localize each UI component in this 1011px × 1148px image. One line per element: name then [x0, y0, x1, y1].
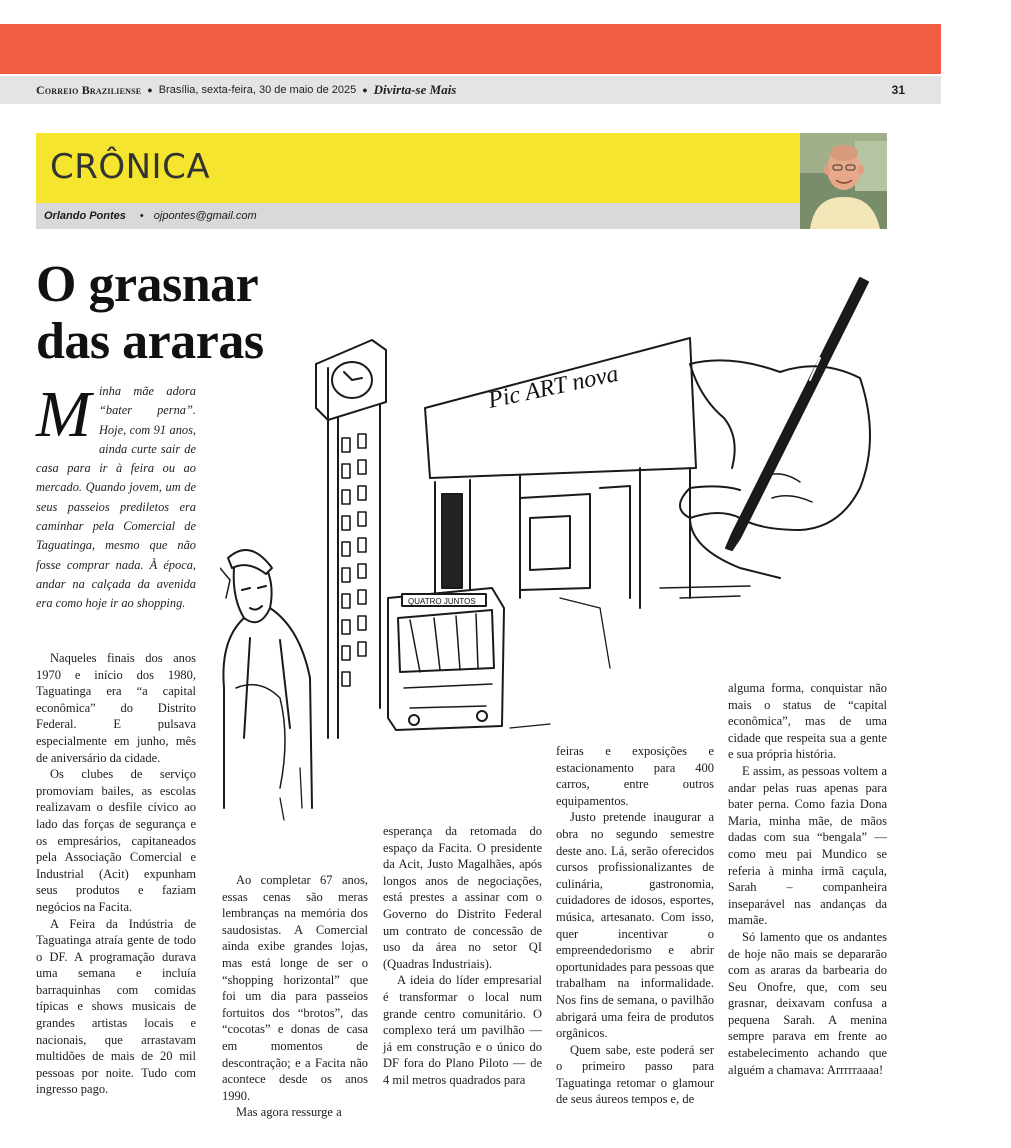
article-column-3 — [383, 823, 542, 1089]
article-paragraph: Justo pretende inaugurar a obra no segundo semestre deste ano. Lá, serão oferecidos cursos profissionalizantes de culinária, gastronomia, cuidadores de idosos, esportes, música, artesanato. Com isso, quer incentivar o empreendedorismo e abrir oportunidades para pessoas que trabalham na informalidade. Nos fins de semana, o pavilhão abrigará uma feira de produtos orgânicos. — [556, 810, 714, 1041]
clock-tower — [316, 340, 386, 738]
bus-drawing — [388, 588, 504, 730]
article-column-4 — [556, 743, 714, 1108]
author-email: ojpontes@gmail.com — [153, 210, 257, 222]
bullet-icon: ● — [147, 85, 153, 95]
article-headline: O grasnar das araras — [36, 256, 264, 370]
folio-bar — [0, 76, 941, 104]
article-paragraph: E assim, as pessoas voltem a andar pelas ruas apenas para bater perna. Como fazia Dona Maria, minha mãe, de mãos dadas com sua “bengala” — como meu pai Mundico se referia à minha irmã caçula, Sarah – companheira inseparável nas andanças da mamãe. — [728, 763, 887, 928]
column-header — [36, 133, 887, 229]
dateline: Brasília, sexta-feira, 30 de maio de 2025 — [158, 84, 357, 96]
article-paragraph: alguma forma, conquistar não mais o status de “capital econômica”, mas de uma cidade que respeita sua a gente e sua própria história. — [728, 681, 887, 762]
drop-cap: M — [36, 378, 91, 451]
article-paragraph: Os clubes de serviço promoviam bailes, as escolas realizavam o desfile cívico ao lado das forças de segurança e os empresários, capitaneados pela Associação Comercial e Industrial (Acit) expunham seus produtos e faziam negócios na Facita. — [36, 767, 196, 914]
article-paragraph: A Feira da Indústria de Taguatinga atraía gente de todo o DF. A programação durava uma semana e incluía barraquinhas com comidas típicas e shows musicais de grandes artistas locais e nacionais, que arrastavam multidões de mais de 20 mil pessoas por noite. Tudo com ingresso pago. — [36, 916, 196, 1097]
article-paragraph: Mas agora ressurge a — [236, 1105, 342, 1120]
bullet-icon: ● — [362, 85, 368, 95]
lead-paragraph — [36, 378, 196, 614]
bus-destination-sign: QUATRO JUNTOS — [408, 597, 476, 606]
article-column-1 — [36, 650, 196, 1098]
man-with-hat-drawing — [220, 550, 312, 808]
article-paragraph: Só lamento que os andantes de hoje não mais se depararão com as araras da barbearia do Seu Onofre, que, com seu grasnar, deixavam confusa a pequena Sarah. A menina sempre parava em frente ao estabelecimento achando que alguém a chamava: Arrrrraaaa! — [728, 929, 887, 1077]
newspaper-name: Correio Braziliense — [36, 82, 142, 97]
article-column-5 — [728, 680, 887, 1078]
storefront-building — [425, 338, 696, 618]
article-paragraph: esperança da retomada do espaço da Facita. O presidente da Acit, Justo Magalhães, após longos anos de negociações, está prestes a assinar com o Governo do Distrito Federal um contrato de concessão de uso da área no setor QI (Quadras Industriais). — [383, 824, 542, 971]
column-label: CRÔNICA — [50, 147, 211, 187]
article-column-2 — [222, 872, 368, 1121]
section-name: Divirta-se Mais — [373, 82, 457, 97]
article-paragraph: feiras e exposições e estacionamento para 400 carros, entre outros equipamentos. — [556, 744, 714, 808]
section-label-band — [36, 133, 800, 203]
masthead-color-band — [0, 24, 941, 74]
bullet-icon: • — [139, 210, 144, 222]
author-photo — [800, 133, 887, 229]
page-number: 31 — [891, 83, 905, 97]
author-name: Orlando Pontes — [44, 210, 126, 222]
article-paragraph: Quem sabe, este poderá ser o primeiro passo para Taguatinga retomar o glamour de seus áureos tempos e, de — [556, 1042, 714, 1107]
article-paragraph: A ideia do líder empresarial é transformar o local num grande centro comunitário. O complexo terá um pavilhão — já em construção e o único do DF fora do Plano Piloto — de 4 mil metros quadrados para — [383, 973, 542, 1087]
storefront-sign: Pic ART nova — [485, 360, 621, 414]
article-paragraph: Ao completar 67 anos, essas cenas são meras lembranças na memória dos saudosistas. A Comercial ainda exibe grandes lojas, mas está longe de ser o “shopping horizontal” que foi um dia para passeios fortuitos dos “brotos”, das “cocotas” e donas de casa em momentos de descontração; e a Facita não acontece desde os anos 1990. — [222, 873, 368, 1103]
byline — [36, 203, 800, 229]
article-paragraph: Naqueles finais dos anos 1970 e início dos 1980, Taguatinga era “a capital econômica” do Distrito Federal. E pulsava especialmente em junho, mês de aniversário da cidade. — [36, 651, 196, 765]
lead-text: inha mãe adora “bater perna”. Hoje, com 91 anos, ainda curte sair de casa para ir à feira ou ao mercado. Quando jovem, um de seus passeios prediletos era caminhar pela Comercial de Taguatinga, mesmo que não fosse comprar nada. À época, andar na calçada da avenida era como hoje ir ao shopping. — [36, 384, 196, 611]
